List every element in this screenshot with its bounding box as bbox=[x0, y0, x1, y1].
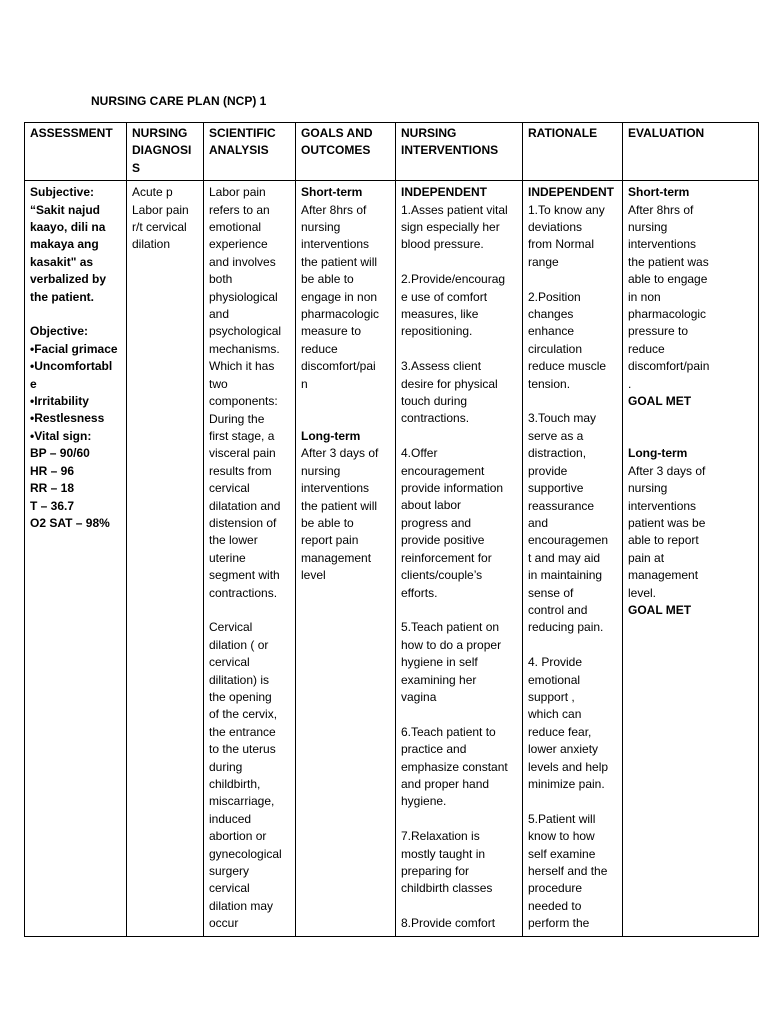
cell-line: INDEPENDENT bbox=[528, 185, 615, 200]
cell-line: level bbox=[301, 568, 326, 583]
header-line: GOALS AND bbox=[301, 126, 373, 140]
blank-line bbox=[528, 637, 617, 654]
document-title: NURSING CARE PLAN (NCP) 1 bbox=[91, 94, 267, 108]
cell-line: blood pressure. bbox=[401, 237, 484, 252]
cell-line: desire for physical bbox=[401, 376, 498, 391]
cell-line: during bbox=[209, 759, 243, 774]
cell-line: reduce bbox=[628, 341, 665, 356]
cell-line: psychological bbox=[209, 324, 282, 339]
cell-line: procedure bbox=[528, 881, 583, 896]
cell-line: be able to bbox=[301, 515, 354, 530]
cell-line: 7.Relaxation is bbox=[401, 829, 480, 844]
cell-line: hygiene in self bbox=[401, 655, 478, 670]
cell-line: nursing bbox=[628, 220, 668, 235]
cell-line: sign especially her bbox=[401, 220, 500, 235]
cell-line: 6.Teach patient to bbox=[401, 724, 496, 739]
cell-line: Cervical bbox=[209, 620, 253, 635]
cell-line: and proper hand bbox=[401, 776, 490, 791]
cell-line: examining her bbox=[401, 672, 477, 687]
cell-line: kaayo, dili na bbox=[30, 220, 106, 235]
cell-line: hygiene. bbox=[401, 794, 447, 809]
cell-line: Short-term bbox=[301, 185, 363, 200]
cell-line: visceral pain bbox=[209, 446, 276, 461]
cell-line: pharmacologic bbox=[628, 307, 707, 322]
cell-line: Labor pain bbox=[209, 185, 266, 200]
cell-line: herself and the bbox=[528, 864, 608, 878]
cell-line: cervical bbox=[209, 881, 250, 896]
cell-line: 2.Provide/encourag bbox=[401, 272, 506, 287]
header-line: NURSING bbox=[132, 126, 188, 140]
cell-line: Short-term bbox=[628, 185, 690, 200]
cell-line: 1.Asses patient vital bbox=[401, 202, 508, 217]
cell-line: makaya ang bbox=[30, 237, 99, 252]
cell-line: lower anxiety bbox=[528, 742, 599, 757]
cell-line: support , bbox=[528, 689, 575, 704]
cell-line: able to engage bbox=[628, 272, 708, 287]
cell-line: management bbox=[301, 550, 372, 565]
cell-line: of the cervix, bbox=[209, 707, 278, 722]
cell-line: the patient will bbox=[301, 498, 378, 513]
header-line: INTERVENTIONS bbox=[401, 143, 499, 158]
cell-line: 5.Patient will bbox=[528, 811, 596, 826]
cell-line: from Normal bbox=[528, 237, 595, 252]
header-rationale bbox=[523, 123, 623, 181]
cell-line: levels and help bbox=[528, 759, 609, 774]
cell-line: pain at bbox=[628, 550, 665, 565]
cell-line: enhance bbox=[528, 324, 575, 339]
blank-line bbox=[209, 602, 290, 619]
header-nursing-interventions bbox=[396, 123, 523, 181]
header-line: RATIONALE bbox=[528, 126, 598, 140]
cell-line: efforts. bbox=[401, 585, 438, 600]
cell-line: •Restlesness bbox=[30, 411, 105, 426]
cell-line: and bbox=[528, 515, 549, 530]
cell-line: dilation ( or bbox=[209, 637, 269, 652]
cell-rationale bbox=[523, 181, 623, 936]
blank-line bbox=[401, 602, 517, 619]
header-assessment bbox=[25, 123, 127, 181]
cell-line: INDEPENDENT bbox=[401, 185, 488, 200]
cell-line: 5.Teach patient on bbox=[401, 620, 500, 635]
cell-line: segment with bbox=[209, 568, 280, 583]
cell-line: n bbox=[301, 376, 308, 391]
blank-line bbox=[628, 411, 753, 428]
cell-line: the patient. bbox=[30, 289, 95, 304]
cell-line: about labor bbox=[401, 498, 462, 513]
cell-line: the opening bbox=[209, 689, 272, 704]
cell-line: pharmacologic bbox=[301, 307, 380, 322]
cell-line: . bbox=[628, 376, 632, 391]
cell-line: range bbox=[528, 254, 559, 269]
cell-line: perform the bbox=[528, 916, 590, 931]
cell-line: reduce bbox=[301, 341, 338, 356]
cell-line: experience bbox=[209, 237, 268, 252]
cell-line: report pain bbox=[301, 533, 359, 548]
cell-line: self examine bbox=[528, 846, 596, 861]
cell-line: t and may aid bbox=[528, 550, 601, 565]
cell-line: interventions bbox=[628, 237, 697, 252]
cell-line: nursing bbox=[301, 463, 341, 478]
blank-line bbox=[301, 393, 390, 410]
cell-line: cervical bbox=[209, 481, 250, 496]
cell-line: components: bbox=[209, 394, 278, 409]
cell-line: reducing pain. bbox=[528, 620, 604, 635]
cell-line: able to report bbox=[628, 533, 699, 548]
header-line: EVALUATION bbox=[628, 126, 705, 140]
blank-line bbox=[401, 898, 517, 915]
blank-line bbox=[528, 393, 617, 410]
cell-line: first stage, a bbox=[209, 428, 275, 443]
cell-evaluation bbox=[623, 181, 759, 936]
cell-line: childbirth classes bbox=[401, 881, 493, 896]
cell-line: dilitation) is bbox=[209, 672, 270, 687]
cell-line: engage in non bbox=[301, 289, 378, 304]
cell-line: Objective: bbox=[30, 324, 89, 339]
cell-line: •Uncomfortabl bbox=[30, 359, 113, 374]
cell-line: emotional bbox=[209, 220, 262, 235]
cell-line: Long-term bbox=[628, 446, 688, 461]
cell-line: GOAL MET bbox=[628, 394, 692, 409]
cell-line: •Vital sign: bbox=[30, 428, 92, 443]
cell-line: •Irritability bbox=[30, 394, 89, 409]
cell-line: Subjective: bbox=[30, 185, 95, 200]
cell-line: dilation bbox=[132, 237, 171, 252]
cell-line: the patient was bbox=[628, 254, 709, 269]
header-goals-outcomes bbox=[296, 123, 396, 181]
cell-line: induced bbox=[209, 811, 252, 826]
cell-line: patient was be bbox=[628, 515, 706, 530]
cell-line: “Sakit najud bbox=[30, 202, 101, 217]
cell-line: abortion or bbox=[209, 829, 267, 844]
cell-line: distension of bbox=[209, 515, 277, 530]
cell-line: 1.To know any bbox=[528, 202, 605, 217]
blank-line bbox=[401, 341, 517, 358]
header-line: SCIENTIFIC bbox=[209, 126, 276, 140]
cell-line: encouragement bbox=[401, 463, 485, 478]
cell-line: kasakit" as bbox=[30, 254, 94, 269]
cell-line: After 8hrs of bbox=[628, 202, 694, 217]
cell-line: Labor pain bbox=[132, 202, 189, 217]
cell-line: pressure to bbox=[628, 324, 689, 339]
cell-line: 2.Position bbox=[528, 289, 581, 304]
cell-line: control and bbox=[528, 602, 588, 617]
cell-line: emotional bbox=[528, 672, 581, 687]
cell-line: discomfort/pai bbox=[301, 359, 376, 374]
cell-line: nursing bbox=[301, 220, 341, 235]
cell-line: 8.Provide comfort bbox=[401, 916, 496, 931]
cell-line: provide positive bbox=[401, 533, 485, 548]
cell-line: preparing for bbox=[401, 863, 470, 878]
cell-line: and involves bbox=[209, 254, 276, 269]
cell-line: contractions. bbox=[209, 585, 278, 600]
blank-line bbox=[528, 271, 617, 288]
cell-nursing-interventions bbox=[396, 181, 523, 936]
cell-line: results from bbox=[209, 463, 272, 478]
cell-line: emphasize constant bbox=[401, 759, 508, 774]
header-line: NURSING bbox=[401, 126, 457, 140]
cell-line: surgery bbox=[209, 864, 250, 879]
header-scientific-analysis bbox=[204, 123, 296, 181]
header-line: S bbox=[132, 160, 141, 175]
cell-line: After 3 days of bbox=[301, 446, 379, 461]
cell-line: level. bbox=[628, 585, 657, 600]
cell-line: the patient will bbox=[301, 254, 378, 269]
cell-line: interventions bbox=[628, 498, 697, 513]
cell-line: physiological bbox=[209, 289, 278, 304]
cell-line: uterine bbox=[209, 550, 246, 565]
cell-line: T – 36.7 bbox=[30, 498, 75, 513]
cell-line: circulation bbox=[528, 341, 583, 356]
cell-line: provide information bbox=[401, 481, 504, 496]
cell-scientific-analysis bbox=[204, 181, 296, 936]
header-line: OUTCOMES bbox=[301, 143, 371, 158]
body-row bbox=[25, 181, 759, 936]
cell-line: reinforcement for bbox=[401, 550, 492, 565]
header-evaluation bbox=[623, 123, 759, 181]
blank-line bbox=[30, 306, 121, 323]
cell-line: supportive bbox=[528, 481, 584, 496]
header-row bbox=[25, 123, 759, 181]
blank-line bbox=[528, 793, 617, 810]
cell-line: BP – 90/60 bbox=[30, 446, 90, 461]
cell-nursing-diagnosis bbox=[127, 181, 204, 936]
cell-line: reduce muscle bbox=[528, 359, 607, 374]
cell-line: deviations bbox=[528, 220, 583, 235]
cell-line: childbirth, bbox=[209, 777, 261, 792]
cell-line: HR – 96 bbox=[30, 463, 75, 478]
cell-line: O2 SAT – 98% bbox=[30, 515, 110, 530]
cell-line: RR – 18 bbox=[30, 481, 75, 496]
cell-line: 3.Assess client bbox=[401, 359, 482, 374]
cell-line: measures, like bbox=[401, 307, 479, 322]
header-line: ANALYSIS bbox=[209, 143, 269, 158]
cell-line: GOAL MET bbox=[628, 602, 692, 617]
cell-line: reduce fear, bbox=[528, 724, 592, 739]
cell-line: to the uterus bbox=[209, 742, 276, 757]
cell-line: discomfort/pain bbox=[628, 359, 710, 374]
cell-line: 3.Touch may bbox=[528, 411, 597, 426]
cell-goals-outcomes bbox=[296, 181, 396, 936]
blank-line bbox=[401, 811, 517, 828]
cell-line: be able to bbox=[301, 272, 354, 287]
cell-line: e use of comfort bbox=[401, 289, 488, 304]
cell-line: gynecological bbox=[209, 846, 282, 861]
cell-line: cervical bbox=[209, 655, 250, 670]
blank-line bbox=[401, 706, 517, 723]
header-nursing-diagnosis bbox=[127, 123, 204, 181]
cell-line: reassurance bbox=[528, 498, 595, 513]
cell-line: how to do a proper bbox=[401, 637, 502, 652]
cell-line: in non bbox=[628, 289, 661, 304]
cell-line: Long-term bbox=[301, 428, 361, 443]
cell-line: refers to an bbox=[209, 202, 270, 217]
cell-line: mostly taught in bbox=[401, 846, 486, 861]
cell-line: During the bbox=[209, 411, 265, 426]
cell-line: changes bbox=[528, 307, 574, 322]
cell-line: serve as a bbox=[528, 428, 584, 443]
blank-line bbox=[301, 410, 390, 427]
cell-line: tension. bbox=[528, 376, 571, 391]
cell-assessment bbox=[25, 181, 127, 936]
cell-line: progress and bbox=[401, 515, 472, 530]
cell-line: dilatation and bbox=[209, 498, 281, 513]
cell-line: touch during bbox=[401, 394, 468, 409]
cell-line: After 8hrs of bbox=[301, 202, 367, 217]
cell-line: verbalized by bbox=[30, 272, 107, 287]
cell-line: Acute p bbox=[132, 185, 173, 200]
cell-line: occur bbox=[209, 916, 239, 931]
cell-line: mechanisms. bbox=[209, 341, 280, 356]
cell-line: encouragemen bbox=[528, 533, 609, 548]
cell-line: repositioning. bbox=[401, 324, 473, 339]
cell-line: dilation may bbox=[209, 898, 274, 913]
cell-line: in maintaining bbox=[528, 568, 603, 583]
cell-line: needed to bbox=[528, 898, 582, 913]
cell-line: After 3 days of bbox=[628, 463, 706, 478]
cell-line: miscarriage, bbox=[209, 794, 275, 809]
cell-line: 4. Provide bbox=[528, 655, 583, 670]
cell-line: minimize pain. bbox=[528, 776, 605, 791]
cell-line: •Facial grimace bbox=[30, 341, 118, 356]
blank-line bbox=[401, 254, 517, 271]
cell-line: interventions bbox=[301, 237, 370, 252]
cell-line: know to how bbox=[528, 829, 595, 844]
cell-line: which can bbox=[528, 707, 582, 722]
cell-line: nursing bbox=[628, 481, 668, 496]
cell-line: practice and bbox=[401, 742, 467, 757]
cell-line: and bbox=[209, 307, 230, 322]
cell-line: management bbox=[628, 568, 699, 583]
cell-line: r/t cervical bbox=[132, 220, 187, 235]
nursing-care-plan-table bbox=[24, 122, 759, 937]
cell-line: distraction, bbox=[528, 446, 587, 461]
cell-line: clients/couple’s bbox=[401, 568, 483, 583]
cell-line: measure to bbox=[301, 324, 362, 339]
cell-line: Which it has bbox=[209, 359, 275, 374]
cell-line: interventions bbox=[301, 481, 370, 496]
cell-line: the lower bbox=[209, 533, 258, 548]
header-line: DIAGNOSI bbox=[132, 143, 192, 158]
blank-line bbox=[401, 428, 517, 445]
header-line: ASSESSMENT bbox=[30, 126, 113, 140]
cell-line: provide bbox=[528, 463, 568, 478]
cell-line: contractions. bbox=[401, 411, 470, 426]
cell-line: sense of bbox=[528, 585, 574, 600]
cell-line: e bbox=[30, 376, 37, 391]
cell-line: two bbox=[209, 376, 228, 391]
cell-line: both bbox=[209, 272, 233, 287]
cell-line: the entrance bbox=[209, 724, 276, 739]
cell-line: vagina bbox=[401, 689, 437, 704]
blank-line bbox=[628, 428, 753, 445]
cell-line: 4.Offer bbox=[401, 446, 438, 461]
